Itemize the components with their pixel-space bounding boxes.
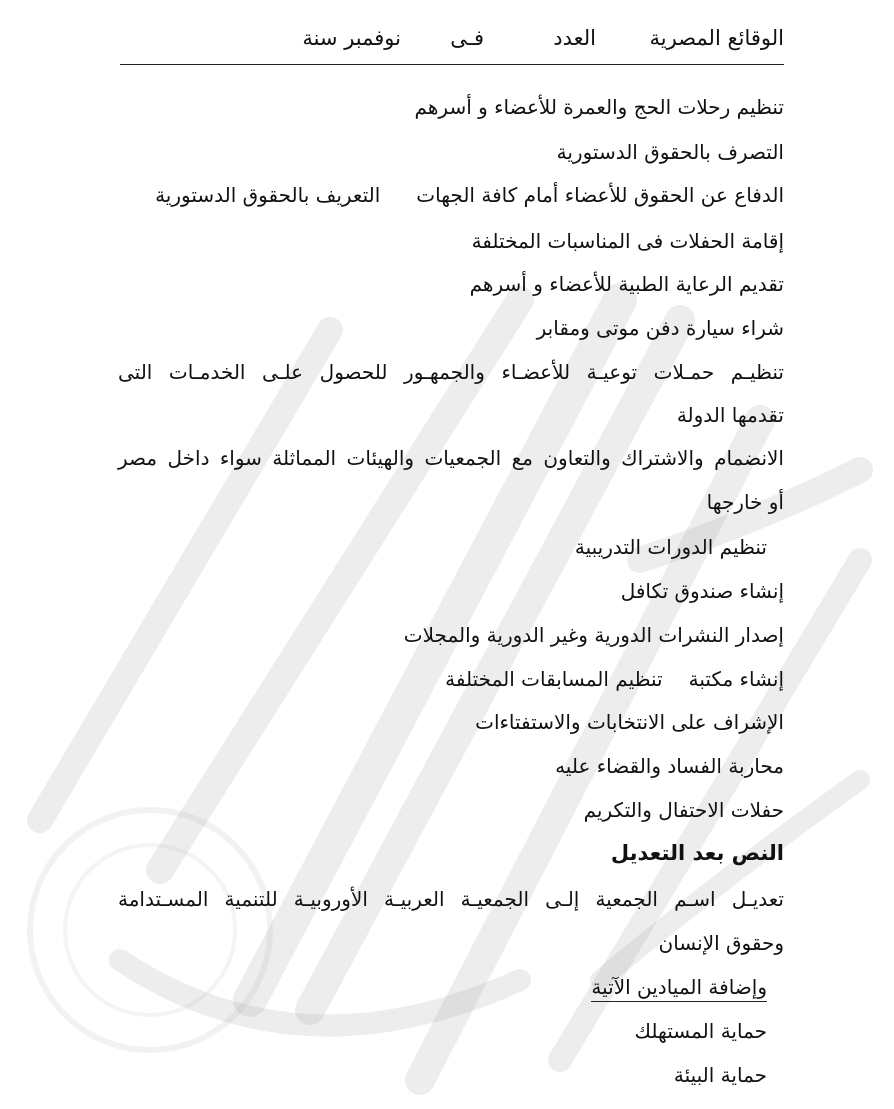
- activity-line: إقامة الحفلات فى المناسبات المختلفة: [471, 229, 784, 253]
- activity-line: [155, 180, 784, 210]
- amendment-line: وحقوق الإنسان: [658, 931, 784, 955]
- activity-item: إنشاء مكتبة: [688, 667, 784, 691]
- activity-line: شراء سيارة دفن موتى ومقابر: [536, 316, 784, 340]
- amendment-line: [591, 972, 767, 1002]
- issue-label: العدد: [553, 26, 596, 50]
- activity-line: الإشراف على الانتخابات والاستفتاءات: [475, 710, 784, 734]
- section-heading: النص بعد التعديل: [610, 841, 784, 865]
- amendment-line: حماية المستهلك: [634, 1019, 767, 1043]
- activity-item: التعريف بالحقوق الدستورية: [155, 183, 381, 207]
- activity-item: الدفاع عن الحقوق للأعضاء أمام كافة الجهات: [416, 183, 784, 207]
- underlined-text: وإضافة الميادين الآتية: [591, 975, 767, 1002]
- activity-line: تنظيم رحلات الحج والعمرة للأعضاء و أسرهم: [414, 95, 784, 119]
- activity-line: التصرف بالحقوق الدستورية: [556, 140, 784, 164]
- activity-line: أو خارجها: [706, 490, 784, 514]
- date-label: نوفمبر سنة: [302, 26, 401, 50]
- amendment-line: تعديـل اسـم الجمعية إلـى الجمعيـة العربيـة الأوروبيـة للتنمية المسـتدامة: [118, 887, 784, 911]
- activity-line: الانضمام والاشتراك والتعاون مع الجمعيات والهيئات المماثلة سواء داخل مصر: [118, 446, 784, 470]
- activity-line: [445, 664, 784, 694]
- activity-line: تقدمها الدولة: [676, 403, 784, 427]
- activity-item: تنظيم المسابقات المختلفة: [445, 667, 663, 691]
- activity-line: محاربة الفساد والقضاء عليه: [555, 754, 784, 778]
- activity-line: تنظيـم حمـلات توعيـة للأعضـاء والجمهـور للحصول علـى الخدمـات التى: [118, 360, 784, 384]
- activity-line: تقديم الرعاية الطبية للأعضاء و أسرهم: [469, 272, 784, 296]
- activity-line: إنشاء صندوق تكافل: [620, 579, 784, 603]
- activity-line: حفلات الاحتفال والتكريم: [583, 798, 784, 822]
- amendment-line: حماية البيئة: [673, 1063, 767, 1087]
- activity-line: إصدار النشرات الدورية وغير الدورية والمجلات: [403, 623, 784, 647]
- page-header: [120, 26, 784, 66]
- header-divider: [120, 64, 784, 65]
- in-label: فـى: [450, 26, 484, 50]
- activity-line: تنظيم الدورات التدريبية: [574, 535, 767, 559]
- gazette-title: الوقائع المصرية: [649, 26, 784, 50]
